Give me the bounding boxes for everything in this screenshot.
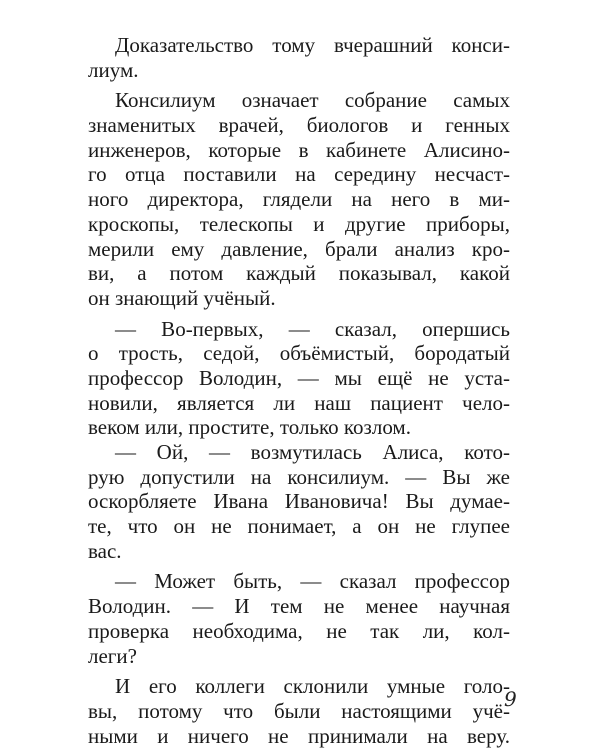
text-line: И его коллеги склонили умные голо-	[115, 674, 510, 699]
text-line: он знающий учёный.	[88, 285, 276, 310]
text-line: знаменитых врачей, биологов и генных	[88, 113, 510, 138]
text-line: ви, а потом каждый показывал, какой	[88, 261, 510, 286]
text-line: кроскопы, телескопы и другие приборы,	[88, 211, 510, 236]
body-text	[88, 33, 510, 748]
page-number: 9	[504, 687, 517, 711]
text-line: — Во-первых, — сказал, опершись	[115, 316, 510, 341]
text-line: проверка необходима, не так ли, кол-	[88, 618, 510, 643]
text-line: вас.	[88, 538, 122, 563]
text-line: рую допустили на консилиум. — Вы же	[88, 464, 510, 489]
text-line: го отца поставили на середину несчаст-	[88, 162, 510, 187]
text-line: вы, потому что были настоящими учё-	[88, 698, 510, 723]
text-line: новили, является ли наш пациент чело-	[88, 390, 510, 415]
text-line: леги?	[88, 643, 137, 668]
text-line: — Может быть, — сказал профессор	[115, 569, 510, 594]
text-line: ного директора, глядели на него в ми-	[88, 187, 510, 212]
text-line: те, что он не понимает, а он не глупее	[88, 514, 510, 539]
text-line: оскорбляете Ивана Ивановича! Вы думае-	[88, 489, 510, 514]
text-line: Консилиум означает собрание самых	[115, 88, 510, 113]
text-line: мерили ему давление, брали анализ кро-	[88, 236, 510, 261]
text-line: Володин. — И тем не менее научная	[88, 594, 510, 619]
text-line: веком или, простите, только козлом.	[88, 415, 411, 440]
text-line: профессор Володин, — мы ещё не уста-	[88, 365, 510, 390]
text-line: Доказательство тому вчерашний конси-	[115, 33, 510, 57]
text-line: о трость, седой, объёмистый, бородатый	[88, 341, 510, 366]
text-line: — Ой, — возмутилась Алиса, кото-	[115, 440, 510, 464]
text-line: лиум.	[88, 57, 139, 82]
text-line: ными и ничего не принимали на веру.	[88, 723, 510, 748]
text-line: инженеров, которые в кабинете Алисино-	[88, 137, 510, 162]
